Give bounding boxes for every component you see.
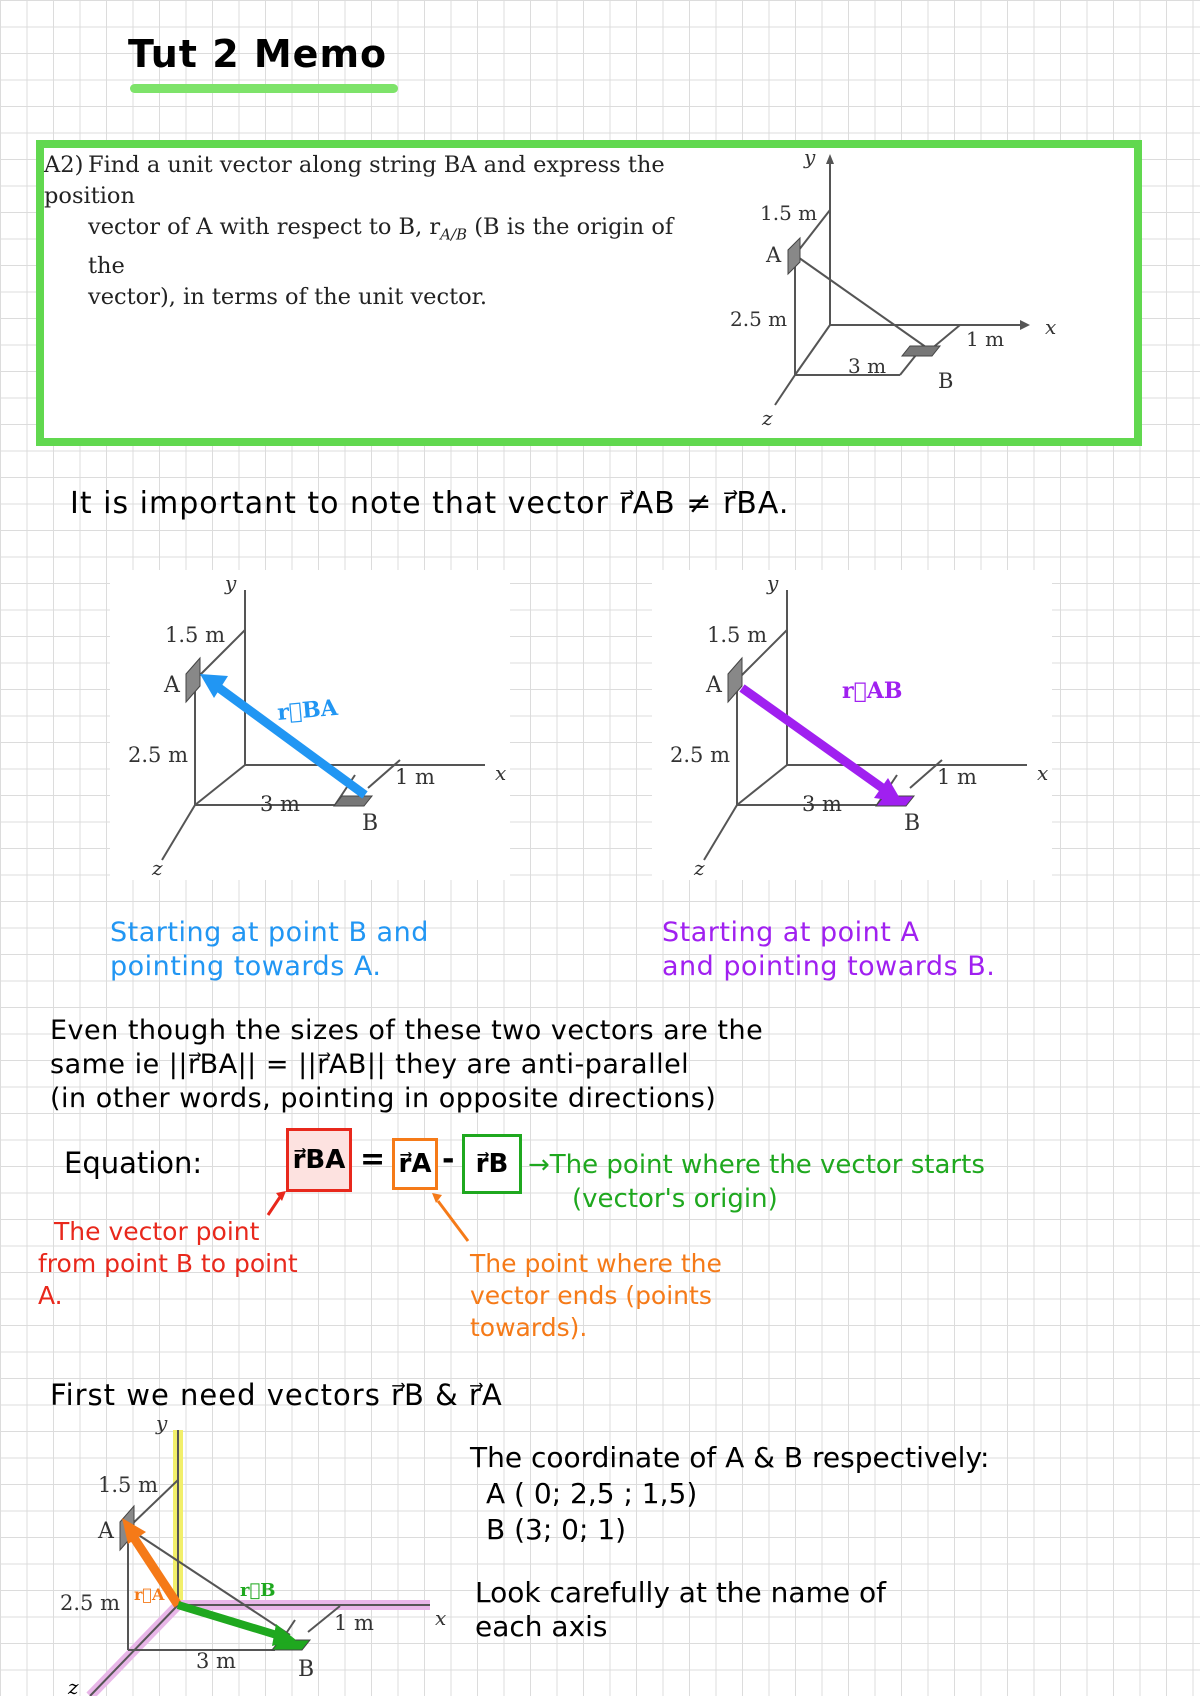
red-note-line-1: The vector point	[54, 1217, 260, 1246]
red-note	[38, 1216, 298, 1312]
bottom-y-label: y	[156, 1411, 168, 1435]
diagram-vector-ba	[110, 570, 510, 880]
right-z-label: z	[694, 856, 705, 880]
right-dim-a-depth: 2.5 m	[670, 743, 730, 767]
orange-note-line-2: vector ends (points	[470, 1281, 712, 1310]
question-line-3: vector), in terms of the unit vector.	[88, 283, 488, 310]
equation-minus: -	[442, 1142, 455, 1177]
left-x-label: x	[495, 761, 507, 785]
look-line-2: each axis	[475, 1610, 608, 1643]
caption-right-line-2: and pointing towards B.	[662, 951, 996, 982]
diagram-point-a: A	[766, 243, 782, 267]
question-diagram	[720, 150, 1070, 440]
bottom-z-label: z	[68, 1675, 79, 1696]
antiparallel-paragraph	[50, 1014, 1170, 1116]
bottom-dim-a-height: 1.5 m	[98, 1473, 158, 1497]
question-line-2-end: (B is the origin of the	[88, 214, 674, 279]
bottom-vector-b-label: r⃗B	[240, 1580, 276, 1601]
caption-left-line-1: Starting at point B and	[110, 917, 429, 948]
bottom-point-b: B	[298, 1657, 315, 1682]
page-title: Tut 2 Memo	[128, 32, 388, 76]
left-vector-label: r⃗BA	[276, 694, 339, 726]
coordinate-a: A ( 0; 2,5 ; 1,5)	[486, 1477, 698, 1510]
question-line-1: Find a unit vector along string BA and express the position	[44, 152, 665, 209]
green-note-line-1: →The point where the vector starts	[528, 1150, 985, 1180]
diagram-x-label: x	[1045, 315, 1057, 339]
diagram-y-label: y	[804, 150, 816, 169]
orange-note-line-3: towards).	[470, 1313, 588, 1342]
equation-term-b-box: r⃗B	[462, 1134, 522, 1194]
diagram-dim-b-x: 3 m	[848, 354, 887, 378]
red-note-line-2: from point B to point	[38, 1249, 298, 1278]
bottom-dim-b-x: 3 m	[196, 1649, 236, 1673]
caption-right-line-1: Starting at point A	[662, 917, 920, 948]
question-number: A2)	[44, 152, 84, 178]
bottom-point-a: A	[98, 1519, 114, 1544]
look-note	[475, 1576, 886, 1644]
equation-lhs-box: r⃗BA	[286, 1128, 352, 1192]
diagram-vector-ab	[652, 570, 1052, 880]
orange-note	[470, 1248, 722, 1344]
right-point-b: B	[904, 811, 921, 836]
diagram-dim-a-height: 1.5 m	[760, 201, 818, 225]
first-we-need-text: First we need vectors r⃗B & r⃗A	[50, 1378, 503, 1412]
green-note	[528, 1148, 985, 1216]
diagram-z-label: z	[762, 406, 773, 430]
caption-left-line-2: pointing towards A.	[110, 951, 382, 982]
right-dim-a-height: 1.5 m	[707, 623, 767, 647]
paragraph-line-1: Even though the sizes of these two vectors are the	[50, 1015, 764, 1046]
left-dim-a-height: 1.5 m	[165, 623, 225, 647]
equation-term-a-box: r⃗A	[392, 1138, 438, 1190]
right-vector-label: r⃗AB	[842, 678, 903, 704]
equation-label: Equation:	[64, 1146, 203, 1180]
bottom-vector-a-label: r⃗A	[134, 1585, 165, 1604]
left-z-label: z	[152, 856, 163, 880]
right-dim-b-x: 3 m	[802, 792, 842, 816]
diagram-point-b: B	[938, 369, 954, 393]
look-line-1: Look carefully at the name of	[475, 1576, 886, 1609]
right-y-label: y	[767, 571, 779, 595]
equation-equals: =	[360, 1142, 386, 1177]
orange-note-line-1: The point where the	[470, 1249, 722, 1278]
left-point-b: B	[362, 811, 379, 836]
diagram-dim-b-z: 1 m	[966, 327, 1005, 351]
caption-right	[662, 916, 995, 984]
question-line-2-subscript: A/B	[440, 225, 468, 244]
coordinates-block	[470, 1440, 989, 1548]
left-dim-b-z: 1 m	[395, 765, 435, 789]
question-text	[44, 150, 704, 313]
green-note-line-2: (vector's origin)	[572, 1184, 778, 1214]
coordinates-heading: The coordinate of A & B respectively:	[470, 1441, 990, 1474]
red-note-line-3: A.	[38, 1281, 63, 1310]
left-point-a: A	[164, 673, 180, 698]
bottom-dim-b-z: 1 m	[334, 1611, 374, 1635]
question-line-2: vector of A with respect to B, r	[88, 214, 441, 240]
title-highlight	[130, 84, 398, 93]
left-dim-b-x: 3 m	[260, 792, 300, 816]
bottom-x-label: x	[435, 1606, 447, 1630]
paragraph-line-3: (in other words, pointing in opposite directions)	[50, 1083, 717, 1114]
right-point-a: A	[706, 673, 722, 698]
diagram-position-vectors	[50, 1410, 450, 1696]
caption-left	[110, 916, 429, 984]
coordinate-b: B (3; 0; 1)	[486, 1513, 627, 1546]
right-dim-b-z: 1 m	[937, 765, 977, 789]
left-dim-a-depth: 2.5 m	[128, 743, 188, 767]
bottom-dim-a-depth: 2.5 m	[60, 1591, 120, 1615]
note-text: It is important to note that vector r⃗AB ≠ r⃗BA.	[70, 486, 790, 521]
diagram-dim-a-depth: 2.5 m	[730, 307, 788, 331]
paragraph-line-2: same ie ||r⃗BA|| = ||r⃗AB|| they are anti-parallel	[50, 1049, 690, 1080]
right-x-label: x	[1037, 761, 1049, 785]
left-y-label: y	[225, 571, 237, 595]
